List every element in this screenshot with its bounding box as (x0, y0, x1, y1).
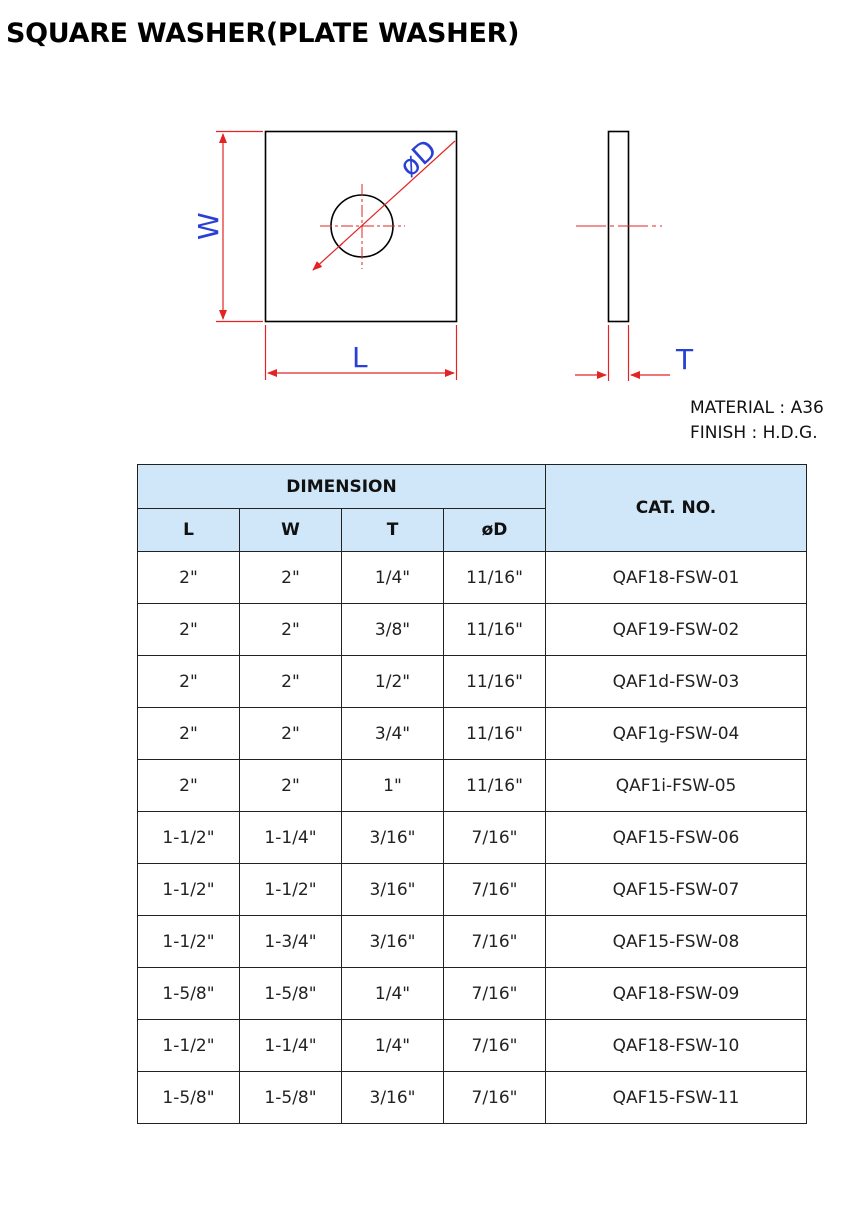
table-row (138, 604, 807, 656)
cell-l: 2" (138, 552, 240, 604)
cell-cat-no: QAF15-FSW-06 (546, 812, 807, 864)
cell-t: 1/4" (342, 968, 444, 1020)
cell-t: 3/16" (342, 916, 444, 968)
cell-cat-no: QAF18-FSW-01 (546, 552, 807, 604)
cell-t: 3/16" (342, 812, 444, 864)
cell-w: 1-1/4" (240, 812, 342, 864)
cell-w: 2" (240, 552, 342, 604)
table-row (138, 656, 807, 708)
cell-cat-no: QAF1i-FSW-05 (546, 760, 807, 812)
cell-w: 2" (240, 708, 342, 760)
dimension-table (137, 464, 807, 1124)
cell-cat-no: QAF1d-FSW-03 (546, 656, 807, 708)
cell-l: 1-1/2" (138, 812, 240, 864)
cell-cat-no: QAF15-FSW-08 (546, 916, 807, 968)
cell-od: 7/16" (444, 968, 546, 1020)
cell-od: 7/16" (444, 812, 546, 864)
table-row (138, 1020, 807, 1072)
table-row (138, 864, 807, 916)
cell-t: 1/4" (342, 1020, 444, 1072)
cell-w: 1-5/8" (240, 1072, 342, 1124)
cell-od: 7/16" (444, 1020, 546, 1072)
cell-cat-no: QAF15-FSW-07 (546, 864, 807, 916)
cell-w: 2" (240, 760, 342, 812)
cell-w: 1-5/8" (240, 968, 342, 1020)
dimension-group-header: DIMENSION (138, 465, 546, 509)
washer-technical-drawing (0, 0, 855, 460)
cell-t: 3/8" (342, 604, 444, 656)
cell-l: 2" (138, 656, 240, 708)
diameter-label: øD (392, 132, 444, 184)
cell-l: 2" (138, 604, 240, 656)
cell-l: 1-5/8" (138, 1072, 240, 1124)
cell-l: 1-1/2" (138, 1020, 240, 1072)
spec-notes (690, 396, 824, 446)
cell-l: 2" (138, 708, 240, 760)
cell-cat-no: QAF19-FSW-02 (546, 604, 807, 656)
table-row (138, 812, 807, 864)
page-title: SQUARE WASHER(PLATE WASHER) (6, 18, 520, 49)
hole-centerlines (320, 184, 405, 269)
cell-cat-no: QAF18-FSW-10 (546, 1020, 807, 1072)
column-header-t: T (342, 509, 444, 552)
cell-w: 1-3/4" (240, 916, 342, 968)
width-label: W (192, 212, 225, 240)
column-header-w: W (240, 509, 342, 552)
table-row (138, 760, 807, 812)
cell-od: 7/16" (444, 864, 546, 916)
table-row (138, 552, 807, 604)
cell-w: 2" (240, 656, 342, 708)
cell-od: 11/16" (444, 656, 546, 708)
cell-t: 3/16" (342, 1072, 444, 1124)
cell-od: 7/16" (444, 1072, 546, 1124)
cell-t: 1" (342, 760, 444, 812)
table-row (138, 968, 807, 1020)
finish-note: FINISH : H.D.G. (690, 423, 818, 443)
cell-w: 1-1/4" (240, 1020, 342, 1072)
cell-od: 11/16" (444, 760, 546, 812)
cell-t: 3/16" (342, 864, 444, 916)
cell-od: 11/16" (444, 708, 546, 760)
cell-t: 3/4" (342, 708, 444, 760)
column-header-od: øD (444, 509, 546, 552)
cell-w: 1-1/2" (240, 864, 342, 916)
cell-od: 11/16" (444, 552, 546, 604)
cell-t: 1/4" (342, 552, 444, 604)
cell-cat-no: QAF1g-FSW-04 (546, 708, 807, 760)
cell-w: 2" (240, 604, 342, 656)
cell-cat-no: QAF18-FSW-09 (546, 968, 807, 1020)
table-row (138, 708, 807, 760)
cell-l: 2" (138, 760, 240, 812)
cell-l: 1-1/2" (138, 864, 240, 916)
cell-od: 7/16" (444, 916, 546, 968)
cell-cat-no: QAF15-FSW-11 (546, 1072, 807, 1124)
column-header-l: L (138, 509, 240, 552)
cat-no-header: CAT. NO. (546, 465, 807, 552)
length-label: L (352, 341, 368, 374)
thickness-dimension (575, 325, 670, 381)
cell-l: 1-5/8" (138, 968, 240, 1020)
cell-t: 1/2" (342, 656, 444, 708)
thickness-label: T (676, 343, 694, 376)
cell-od: 11/16" (444, 604, 546, 656)
material-note: MATERIAL : A36 (690, 398, 824, 418)
table-row (138, 1072, 807, 1124)
table-row (138, 916, 807, 968)
cell-l: 1-1/2" (138, 916, 240, 968)
